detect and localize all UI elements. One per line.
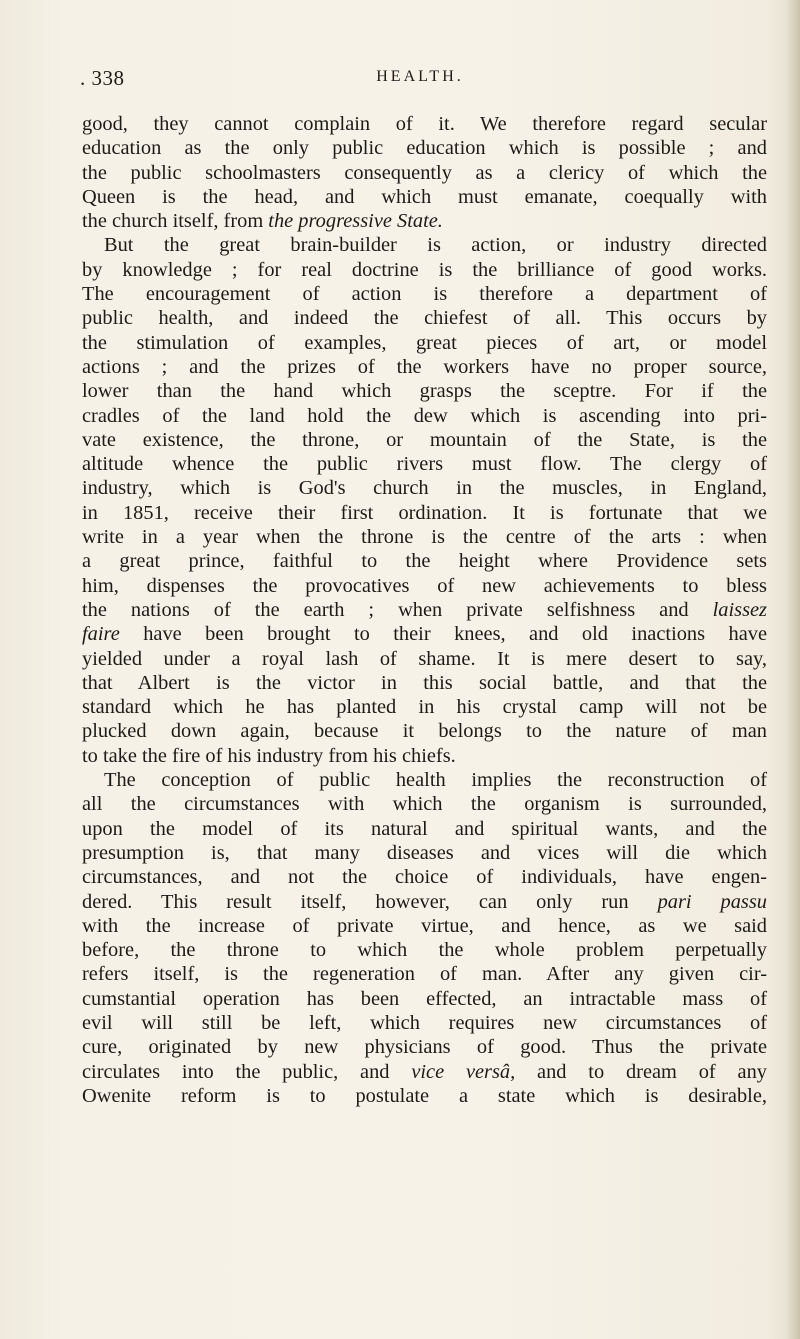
text-line: circumstances, and not the choice of individuals, have engen- — [82, 866, 767, 889]
text-line: Queen is the head, and which must emanate, coequally with — [82, 185, 767, 208]
text-line: vate existence, the throne, or mountain of the State, is the — [82, 428, 767, 451]
text-line: write in a year when the throne is the centre of the arts : when — [82, 526, 767, 549]
text-line: with the increase of private virtue, and hence, as we said — [82, 914, 767, 937]
text-line: presumption is, that many diseases and vices will die which — [82, 841, 767, 864]
text-line — [82, 622, 767, 646]
running-head: HEALTH. — [376, 68, 464, 85]
text-line: plucked down again, because it belongs to the nature of man — [82, 720, 767, 743]
text-line: upon the model of its natural and spiritual wants, and the — [82, 817, 767, 840]
line-text: circulates into the public, and — [82, 1060, 390, 1083]
italic-phrase: the progressive State. — [268, 210, 443, 233]
text-line — [82, 598, 767, 622]
text-line: But the great brain-builder is action, or industry directed — [104, 234, 767, 257]
italic-phrase: vice versâ, — [411, 1060, 516, 1083]
text-line — [82, 890, 767, 914]
page-number: . 338 — [80, 66, 125, 90]
text-line: industry, which is God's church in the muscles, in England, — [82, 477, 767, 500]
text-line: by knowledge ; for real doctrine is the brilliance of good works. — [82, 258, 767, 281]
text-line: Owenite reform is to postulate a state which is desirable, — [82, 1084, 767, 1107]
text-line: the stimulation of examples, great pieces of art, or model — [82, 331, 767, 354]
text-line: the public schoolmasters consequently as a clericy of which the — [82, 161, 767, 184]
text-line: that Albert is the victor in this social battle, and that the — [82, 671, 767, 694]
text-line: a great prince, faithful to the height where Providence sets — [82, 550, 767, 573]
text-line: education as the only public education which is possible ; and — [82, 137, 767, 160]
text-line — [82, 1060, 767, 1084]
text-line: cumstantial operation has been effected, an intractable mass of — [82, 987, 767, 1010]
line-text: dered. This result itself, however, can only run — [82, 890, 629, 913]
text-line: refers itself, is the regeneration of man. After any given cir- — [82, 963, 767, 986]
text-line: cradles of the land hold the dew which is ascending into pri- — [82, 404, 767, 427]
page-edge-shadow — [786, 0, 800, 1339]
italic-phrase: faire — [82, 623, 120, 646]
body-text — [82, 112, 767, 1108]
text-line: good, they cannot complain of it. We therefore regard secular — [82, 113, 767, 135]
text-line: him, dispenses the provocatives of new achievements to bless — [82, 574, 767, 597]
text-line: evil will still be left, which requires new circumstances of — [82, 1011, 767, 1034]
text-line: lower than the hand which grasps the sceptre. For if the — [82, 380, 767, 403]
text-line: actions ; and the prizes of the workers have no proper source, — [82, 355, 767, 378]
text-line: standard which he has planted in his crystal camp will not be — [82, 696, 767, 719]
text-line: in 1851, receive their first ordination. It is fortunate that we — [82, 501, 767, 524]
text-line — [82, 209, 767, 233]
text-line: all the circumstances with which the organism is surrounded, — [82, 793, 767, 816]
italic-phrase: laissez — [712, 598, 767, 621]
line-text: and to dream of any — [537, 1060, 767, 1083]
text-line: public health, and indeed the chiefest of all. This occurs by — [82, 307, 767, 330]
text-line: The encouragement of action is therefore a department of — [82, 283, 767, 306]
text-line: before, the throne to which the whole problem perpetually — [82, 939, 767, 962]
text-line: altitude whence the public rivers must flow. The clergy of — [82, 453, 767, 476]
line-text: have been brought to their knees, and old inactions have — [143, 623, 767, 646]
line-text: the nations of the earth ; when private selfishness and — [82, 598, 689, 621]
line-text: the church itself, from — [82, 210, 264, 233]
text-line: cure, originated by new physicians of good. Thus the private — [82, 1036, 767, 1059]
text-line: to take the fire of his industry from his chiefs. — [82, 744, 456, 767]
page-header — [80, 66, 760, 94]
text-line: The conception of public health implies the reconstruction of — [104, 769, 767, 792]
italic-phrase: pari passu — [657, 890, 767, 913]
text-line: yielded under a royal lash of shame. It is mere desert to say, — [82, 647, 767, 670]
